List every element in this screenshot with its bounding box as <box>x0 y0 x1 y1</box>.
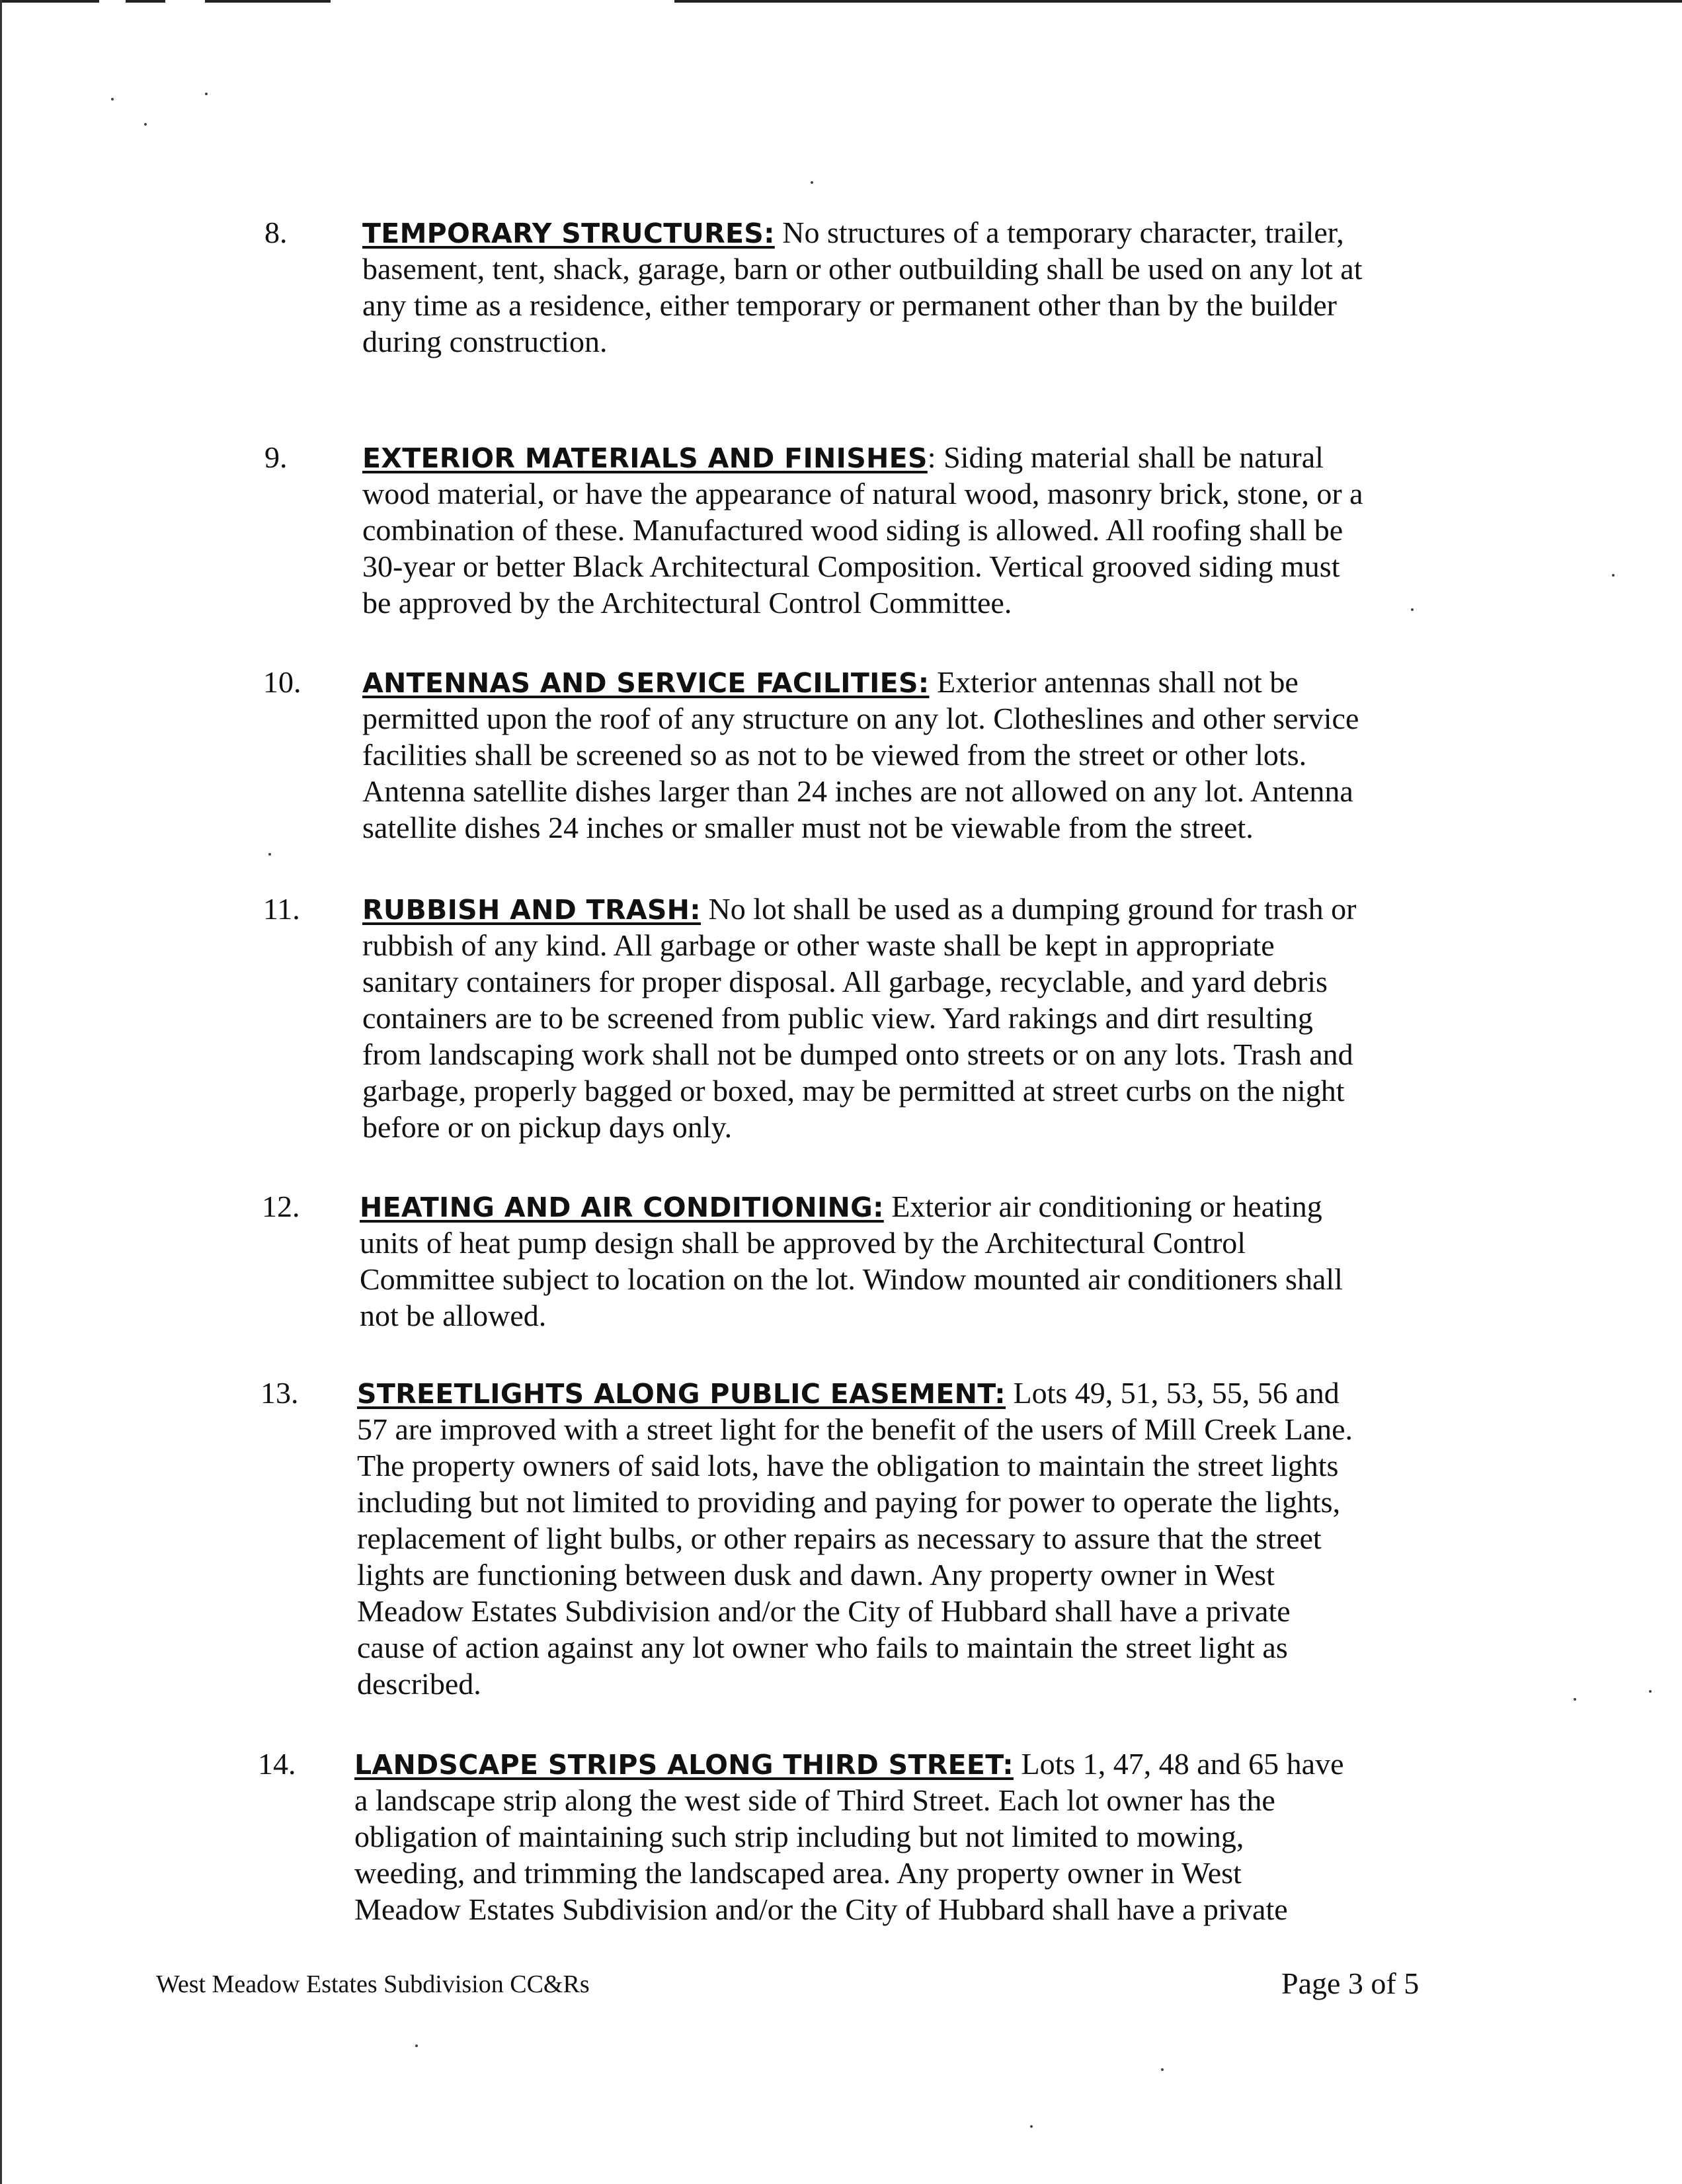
section-line: weeding, and trimming the landscaped area. Any property owner in West <box>354 1856 1242 1890</box>
section-line: permitted upon the roof of any structure on any lot. Clotheslines and other service <box>362 702 1359 735</box>
section-number: 14. <box>258 1747 296 1781</box>
section-line: Meadow Estates Subdivision and/or the City of Hubbard shall have a private <box>357 1594 1291 1628</box>
section-line: rubbish of any kind. All garbage or other waste shall be kept in appropriate <box>362 928 1275 962</box>
section-line: Committee subject to location on the lot. Window mounted air conditioners shall <box>360 1262 1343 1296</box>
scan-speck <box>1161 2068 1164 2071</box>
scan-speck <box>144 123 147 126</box>
section-number: 10. <box>263 665 301 699</box>
section-line: Meadow Estates Subdivision and/or the City of Hubbard shall have a private <box>354 1892 1288 1926</box>
section-text <box>362 891 1460 1145</box>
section-heading: TEMPORARY STRUCTURES: <box>362 218 775 249</box>
section-text <box>360 1188 1457 1334</box>
section-text <box>354 1746 1452 1927</box>
scan-edge-gap <box>331 0 674 3</box>
section-heading: ANTENNAS AND SERVICE FACILITIES: <box>362 667 930 699</box>
section-line: be approved by the Architectural Control Committee. <box>362 586 1012 620</box>
scan-edge-gap <box>99 0 126 3</box>
scan-left-edge <box>0 0 2 2184</box>
section-heading: STREETLIGHTS ALONG PUBLIC EASEMENT: <box>357 1378 1006 1410</box>
section-line: during construction. <box>362 325 608 358</box>
section-line: from landscaping work shall not be dumped onto streets or on any lots. Trash and <box>362 1037 1353 1071</box>
scan-speck <box>811 181 813 184</box>
section-line: 30-year or better Black Architectural Composition. Vertical grooved siding must <box>362 549 1340 583</box>
section-line: RUBBISH AND TRASH: No lot shall be used as a dumping ground for trash or <box>362 892 1357 926</box>
section-line: satellite dishes 24 inches or smaller must not be viewable from the street. <box>362 811 1254 844</box>
section-line: before or on pickup days only. <box>362 1110 733 1144</box>
section-line: cause of action against any lot owner who fails to maintain the street light as <box>357 1631 1288 1664</box>
scan-speck <box>111 98 114 101</box>
section-text <box>362 664 1460 846</box>
section-text <box>362 214 1460 360</box>
section-line: garbage, properly bagged or boxed, may be permitted at street curbs on the night <box>362 1074 1345 1108</box>
section-line: including but not limited to providing and paying for power to operate the lights, <box>357 1485 1341 1519</box>
section-line: facilities shall be screened so as not to be viewed from the street or other lots. <box>362 738 1307 772</box>
section-line: sanitary containers for proper disposal. All garbage, recyclable, and yard debris <box>362 965 1328 998</box>
page-number: Page 3 of 5 <box>1281 1966 1420 2000</box>
scan-speck <box>1574 1698 1576 1701</box>
section-number: 9. <box>264 440 288 474</box>
section-line: described. <box>357 1667 481 1701</box>
scan-top-edge <box>0 0 1682 3</box>
section-number: 11. <box>263 892 300 926</box>
section-line: wood material, or have the appearance of natural wood, masonry brick, stone, or a <box>362 477 1363 510</box>
scan-speck <box>205 93 208 95</box>
document-title-footer: West Meadow Estates Subdivision CC&Rs <box>156 1970 590 1998</box>
section-line: EXTERIOR MATERIALS AND FINISHES: Siding material shall be natural <box>362 440 1324 474</box>
section-line: containers are to be screened from public view. Yard rakings and dirt resulting <box>362 1001 1313 1035</box>
section-line: ANTENNAS AND SERVICE FACILITIES: Exterior antennas shall not be <box>362 665 1299 699</box>
section-line: lights are functioning between dusk and dawn. Any property owner in West <box>357 1558 1275 1592</box>
section-line: any time as a residence, either temporary or permanent other than by the builder <box>362 288 1337 322</box>
section-line: units of heat pump design shall be approved by the Architectural Control <box>360 1226 1246 1260</box>
section-heading: RUBBISH AND TRASH: <box>362 894 701 926</box>
section-line: LANDSCAPE STRIPS ALONG THIRD STREET: Lots 1, 47, 48 and 65 have <box>354 1747 1344 1781</box>
scan-speck <box>1649 1690 1652 1693</box>
scan-edge-gap <box>165 0 205 3</box>
section-number: 13. <box>260 1376 299 1410</box>
section-text <box>362 439 1460 621</box>
section-line: The property owners of said lots, have the obligation to maintain the street lights <box>357 1449 1339 1482</box>
section-line: HEATING AND AIR CONDITIONING: Exterior air conditioning or heating <box>360 1190 1322 1223</box>
section-number: 8. <box>264 216 288 249</box>
section-line: obligation of maintaining such strip including but not limited to mowing, <box>354 1820 1244 1853</box>
scan-speck <box>1030 2125 1033 2128</box>
section-text <box>357 1375 1455 1702</box>
section-line: basement, tent, shack, garage, barn or other outbuilding shall be used on any lot at <box>362 252 1363 286</box>
section-number: 12. <box>262 1190 300 1223</box>
scan-speck <box>268 853 271 856</box>
section-heading: HEATING AND AIR CONDITIONING: <box>360 1192 884 1223</box>
section-line: TEMPORARY STRUCTURES: No structures of a temporary character, trailer, <box>362 216 1344 249</box>
section-line: a landscape strip along the west side of Third Street. Each lot owner has the <box>354 1783 1275 1817</box>
scan-speck <box>415 2044 418 2047</box>
section-line: not be allowed. <box>360 1299 547 1332</box>
section-line: Antenna satellite dishes larger than 24 inches are not allowed on any lot. Antenna <box>362 774 1353 808</box>
section-line: 57 are improved with a street light for the benefit of the users of Mill Creek Lane. <box>357 1412 1353 1446</box>
section-heading: LANDSCAPE STRIPS ALONG THIRD STREET: <box>354 1749 1014 1781</box>
section-heading: EXTERIOR MATERIALS AND FINISHES <box>362 442 928 474</box>
section-line: replacement of light bulbs, or other repairs as necessary to assure that the street <box>357 1521 1322 1555</box>
scan-speck <box>1612 574 1615 577</box>
section-line: combination of these. Manufactured wood siding is allowed. All roofing shall be <box>362 513 1343 547</box>
section-line: STREETLIGHTS ALONG PUBLIC EASEMENT: Lots 49, 51, 53, 55, 56 and <box>357 1376 1340 1410</box>
